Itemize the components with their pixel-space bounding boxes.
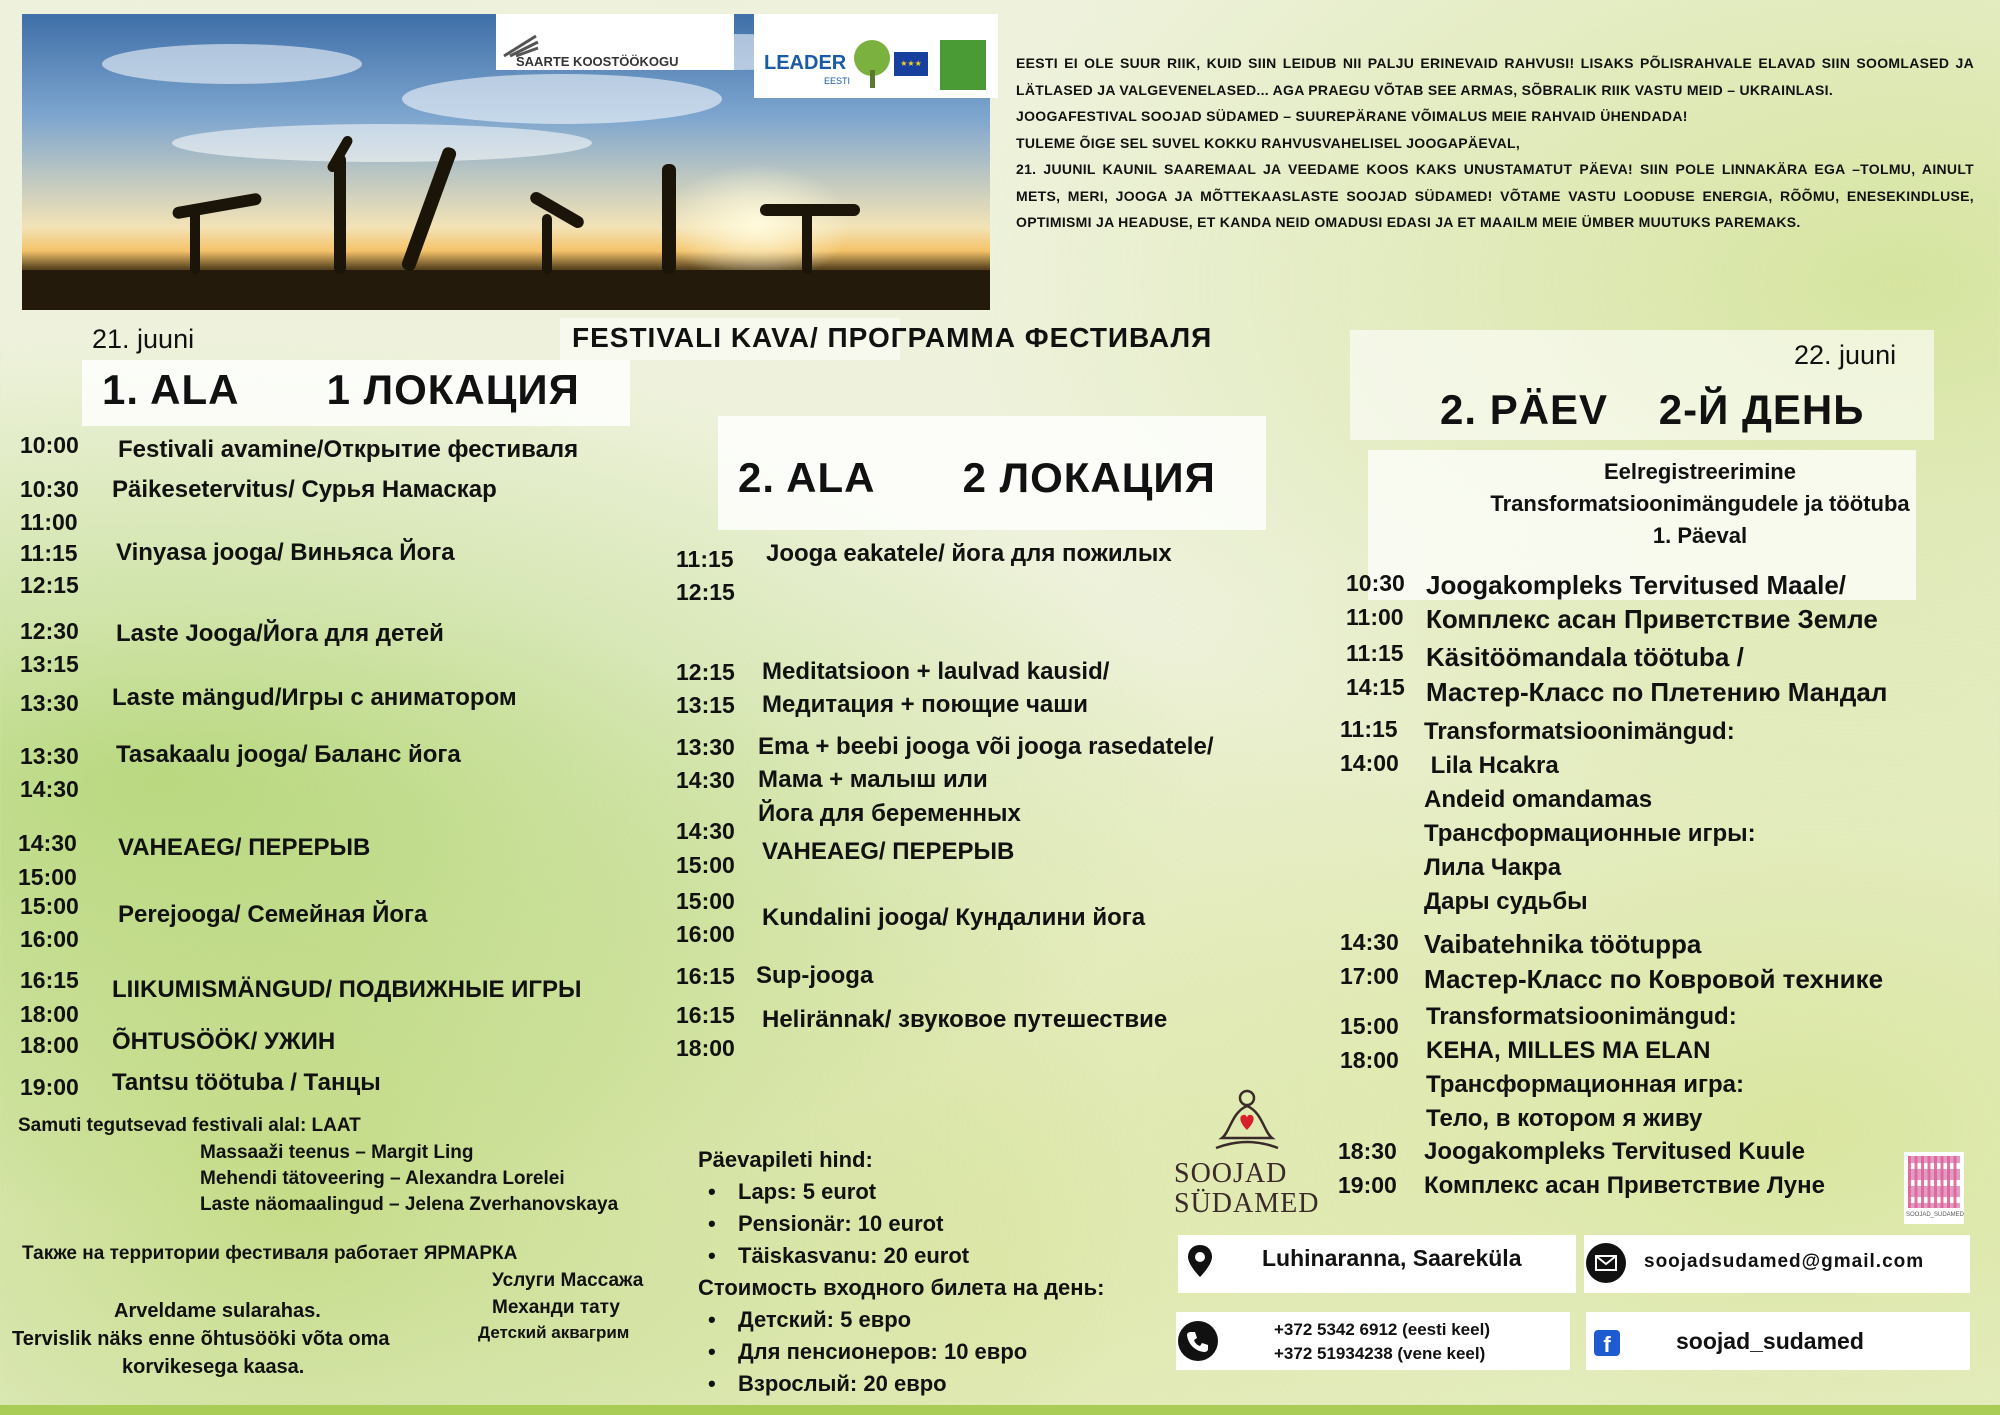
time: 12:15 (676, 579, 735, 605)
time: 14:00 (1340, 750, 1399, 776)
email-icon (1586, 1243, 1626, 1283)
time: 17:00 (1340, 963, 1399, 989)
time: 12:15 (20, 572, 79, 598)
time: 15:00 (20, 893, 79, 919)
event-title: Helirännak/ звуковое путешествие (762, 1006, 1168, 1033)
event-title: VAHEAEG/ ПЕРЕРЫВ (118, 834, 371, 861)
event-line: Дары судьбы (1424, 888, 1588, 915)
event-line: Andeid omandamas (1424, 786, 1653, 813)
facebook-box[interactable]: f soojad_sudamed (1586, 1312, 1970, 1370)
time: 13:30 (676, 734, 735, 760)
event-title: VAHEAEG/ ПЕРЕРЫВ (762, 838, 1015, 865)
event-title: Joogakompleks Tervitused Maale/ (1426, 570, 1846, 600)
phone-icon (1178, 1321, 1218, 1361)
intro-text: EESTI EI OLE SUUR RIIK, KUID SIIN LEIDUB NII PALJU ERINEVAID RAHVUSI! LISAKS PÕLISRAHVALE ELAVAD SIIN SOOMLASED JA LÄTLASED JA VALGEVENELASED... AGA PRAEGU VÕTAB SEE ARMAS, SÕBRALIK RIIK VASTU MEID – UKRAINLASI. JOOGAFESTIVAL SOOJAD SÜDAMED – SUUREPÄRANE VÕIMALUS MEIE RAHVAID ÜHENDADA! TULEME ÕIGE SEL SUVEL KOKKU RAHVUSVAHELISEL JOOGAPÄEVAL, 21. JUUNIL KAUNIL SAAREMAAL JA VEEDAME KOOS KAKS UNUSTAMATUT PÄEVA! SIIN POLE LINNAKÄRA EGA –TOLMU, AINULT METS, MERI, JOOGA JA MÕTTEKAASLASTE SOOJAD SÜDAMED! VÕTAME VASTU LOODUSE ENERGIA, RÕÕMU, ENESEKINDLUSE, OPTIMISMI JA HEADUSE, ET KANDA NEID OMADUSI EDASI JA ET MAAILM MEIE ÜMBER MUUTUKS PAREMAKS. (1016, 55, 1974, 230)
time: 15:00 (1340, 1013, 1399, 1039)
phone-box[interactable]: +372 5342 6912 (eesti keel) +372 51934238 (vene keel) (1176, 1312, 1570, 1370)
event-title: LIIKUMISMÄNGUD/ ПОДВИЖНЫЕ ИГРЫ (112, 976, 582, 1003)
area2-title: 2. ALA 2 ЛОКАЦИЯ (738, 454, 1216, 501)
event-line: Лила Чакра (1424, 854, 1562, 881)
time: 14:30 (1340, 929, 1399, 955)
event-title: Päikesetervitus/ Сурья Намаскар (112, 476, 497, 503)
time: 16:00 (20, 926, 79, 952)
instagram-qr-code[interactable]: SOOJAD_SUDAMED (1904, 1152, 1964, 1224)
event-line: Трансформационные игры: (1424, 820, 1756, 847)
event-title: Sup-jooga (756, 962, 874, 989)
event-title: Transformatsioonimängud: (1424, 718, 1735, 745)
time: 11:15 (20, 540, 78, 566)
event-title: ÕHTUSÖÖK/ УЖИН (112, 1028, 336, 1055)
event-title-ru: Комплекс асан Приветствие Луне (1424, 1172, 1825, 1199)
time: 11:15 (1346, 640, 1404, 666)
time: 16:15 (20, 967, 79, 993)
time: 14:30 (20, 776, 79, 802)
day2-date: 22. juuni (1794, 340, 1897, 370)
facebook-icon: f (1594, 1330, 1620, 1356)
event-title-ru: Комплекс асан Приветствие Земле (1426, 604, 1878, 634)
event-title: Vaibatehnika töötuppa (1424, 929, 1702, 959)
time: 15:00 (676, 888, 735, 914)
time: 11:00 (1346, 604, 1404, 630)
event-title-ru: Медитация + поющие чаши (762, 691, 1089, 718)
day1-date: 21. juuni (92, 324, 195, 354)
event-title: Laste mängud/Игры с аниматором (112, 684, 517, 711)
time: 18:00 (676, 1035, 735, 1061)
bottom-bar (0, 1405, 2000, 1415)
time: 10:00 (20, 432, 79, 458)
time: 11:15 (676, 546, 734, 572)
soojad-sudamed-logo: SOOJAD SÜDAMED (1172, 1088, 1322, 1218)
ticket-prices: Päevapileti hind: • Laps: 5 eurot • Pensionär: 10 eurot • Täiskasvanu: 20 eurot Стоимость входного билета на день: • Детский: 5 евро • Для пенсионеров: 10 евро • Взрослый: 20 евро (698, 1144, 1104, 1400)
event-title-ru: Мастер-Класс по Ковровой технике (1424, 964, 1884, 994)
event-title: Vinyasa jooga/ Виньяса Йога (116, 539, 455, 566)
time: 14:30 (676, 818, 735, 844)
saarte-logo: SAARTE KOOSTÖÖKOGU (496, 14, 734, 70)
area1-title: 1. ALA 1 ЛОКАЦИЯ (102, 366, 580, 413)
event-line: Тело, в котором я живу (1426, 1105, 1703, 1132)
leader-green-icon (940, 40, 986, 90)
event-title: Tasakaalu jooga/ Баланс йога (116, 741, 461, 768)
time: 18:30 (1338, 1138, 1397, 1164)
registration-note: Eelregistreerimine Transformatsioonimängudele ja töötuba 1. Päeval (1490, 459, 1910, 548)
time: 13:15 (676, 692, 735, 718)
event-title: Transformatsioonimängud: (1426, 1003, 1737, 1030)
time: 18:00 (20, 1001, 79, 1027)
eu-flag-icon: ★★★ (894, 52, 928, 76)
time: 16:00 (676, 921, 735, 947)
event-title: Perejooga/ Семейная Йога (118, 901, 428, 928)
time: 13:30 (20, 690, 79, 716)
event-title: Meditatsioon + laulvad kausid/ (762, 658, 1110, 685)
event-title: Käsitöömandala töötuba / (1426, 642, 1744, 672)
event-title-ru: Йога для беременных (758, 800, 1021, 827)
time: 12:15 (676, 659, 735, 685)
time: 14:15 (1346, 674, 1405, 700)
time: 16:15 (676, 1002, 735, 1028)
time: 16:15 (676, 963, 735, 989)
event-title: Festivali avamine/Открытие фестиваля (118, 436, 579, 463)
location-pin-icon (1180, 1241, 1220, 1281)
day2-title: 2. PÄEV 2-Й ДЕНЬ (1440, 386, 1865, 433)
time: 10:30 (1346, 570, 1405, 596)
time: 10:30 (20, 476, 79, 502)
program-title: FESTIVALI KAVA/ ПРОГРАММА ФЕСТИВАЛЯ (572, 322, 1213, 353)
event-title: Tantsu töötuba / Танцы (112, 1069, 381, 1096)
time: 11:15 (1340, 716, 1398, 742)
leader-logo: LEADER EESTI ★★★ (754, 14, 998, 98)
event-title: Joogakompleks Tervitused Kuule (1424, 1138, 1805, 1165)
event-title: Kundalini jooga/ Кундалини йога (762, 904, 1146, 931)
time: 19:00 (20, 1074, 79, 1100)
time: 14:30 (676, 767, 735, 793)
event-line: Трансформационная игра: (1426, 1071, 1744, 1098)
event-title: Ema + beebi jooga või jooga rasedatele/ (758, 733, 1214, 760)
meditation-heart-icon (1212, 1088, 1282, 1154)
time: 11:00 (20, 509, 78, 535)
time: 12:30 (20, 618, 79, 644)
time: 18:00 (1340, 1047, 1399, 1073)
time: 14:30 (18, 830, 77, 856)
event-title-ru: Мама + малыш или (758, 766, 988, 793)
time: 19:00 (1338, 1172, 1397, 1198)
time: 13:30 (20, 743, 79, 769)
time: 18:00 (20, 1032, 79, 1058)
qr-pattern-icon (1908, 1156, 1960, 1208)
event-title: Jooga eakatele/ йога для пожилых (766, 540, 1172, 567)
event-line: Lila Hcakra (1424, 752, 1559, 779)
event-line: KEHA, MILLES MA ELAN (1426, 1037, 1711, 1064)
event-title-ru: Мастер-Класс по Плетению Мандал (1426, 677, 1888, 707)
location-box: Luhinaranna, Saareküla (1178, 1235, 1576, 1293)
time: 15:00 (676, 852, 735, 878)
time: 15:00 (18, 864, 77, 890)
time: 13:15 (20, 651, 79, 677)
email-box[interactable]: soojadsudamed@gmail.com (1584, 1235, 1970, 1293)
event-title: Laste Jooga/Йога для детей (116, 620, 444, 647)
